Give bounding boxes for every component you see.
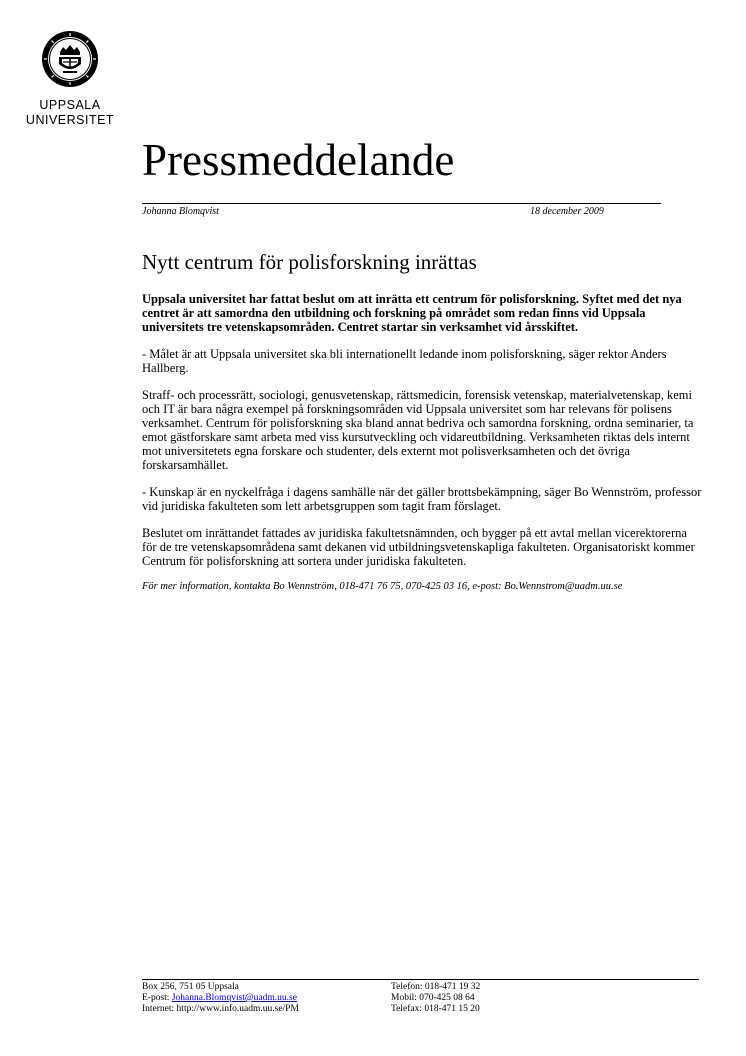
footer-address: Box 256, 751 05 Uppsala [142,982,239,992]
logo-text-line1: UPPSALA [39,98,101,112]
article-headline: Nytt centrum för polisforskning inrättas [142,250,477,274]
university-logo [0,30,140,128]
footer-email-link[interactable]: Johanna.Blomqvist@uadm.uu.se [171,993,297,1003]
logo-text-line2: UNIVERSITET [25,113,115,127]
article-body [142,292,702,607]
footer-divider [142,979,699,980]
footer-internet: Internet: http://www.info.uadm.uu.se/PM [142,1004,299,1014]
university-seal-icon [41,30,99,88]
footer-email-line [142,993,299,1004]
footer-fax: Telefax: 018-471 15 20 [391,1004,480,1014]
footer-mobile: Mobil: 070-425 08 64 [391,993,475,1003]
header-divider [142,203,661,204]
article-paragraph: Beslutet om inrättandet fattades av juridiska fakultetsnämnden, och bygger på ett avtal mellan vicerektorerna för de tre vetenskapsområdena samt dekanen vid utbildningsvetenskapliga fakulteten. Organisatoriskt kommer Centrum för polisforskning att sortera under juridiska fakulteten. [142,526,695,568]
footer-right [391,982,480,1015]
footer-phone: Telefon: 018-471 19 32 [391,982,481,992]
footer-left [142,982,299,1015]
article-lead: Uppsala universitet har fattat beslut om att inrätta ett centrum för polisforskning. Syftet med det nya centret är att samordna den utbildning och forskning på området som redan finns vid Uppsala universitets tre vetenskapsområden. Centret startar sin verksamhet vid årsskiftet. [142,292,682,334]
contact-info: För mer information, kontakta Bo Wennström, 018-471 76 75, 070-425 03 16, e-post: Bo.Wennstrom@uadm.uu.se [142,581,623,592]
byline [142,206,622,217]
author-name: Johanna Blomqvist [142,206,219,217]
article-paragraph: Straff- och processrätt, sociologi, genusvetenskap, rättsmedicin, forensisk vetenskap, materialvetenskap, kemi och IT är bara några exempel på forskningsområden vid Uppsala universitet som har relevans för polisens verksamhet. Centrum för polisforskning ska bland annat bedriva och samordna forskning, ordna seminarier, ta emot gästforskare samt arbeta med viss kursutveckling och vidareutbildning. Verksamheten riktas dels internt mot universitetets egna forskare och studenter, dels externt mot polisverksamheten och det övriga forskarsamhället. [142,388,694,472]
footer-email-label: E-post: [142,993,172,1003]
page-title: Pressmeddelande [142,135,455,185]
publish-date: 18 december 2009 [530,206,604,217]
article-paragraph: - Målet är att Uppsala universitet ska bli internationellt ledande inom polisforskning, säger rektor Anders Hallberg. [142,347,667,375]
article-paragraph: - Kunskap är en nyckelfråga i dagens samhälle när det gäller brottsbekämpning, säger Bo Wennström, professor vid juridiska fakulteten som lett arbetsgruppen som tagit fram förslaget. [142,485,702,513]
